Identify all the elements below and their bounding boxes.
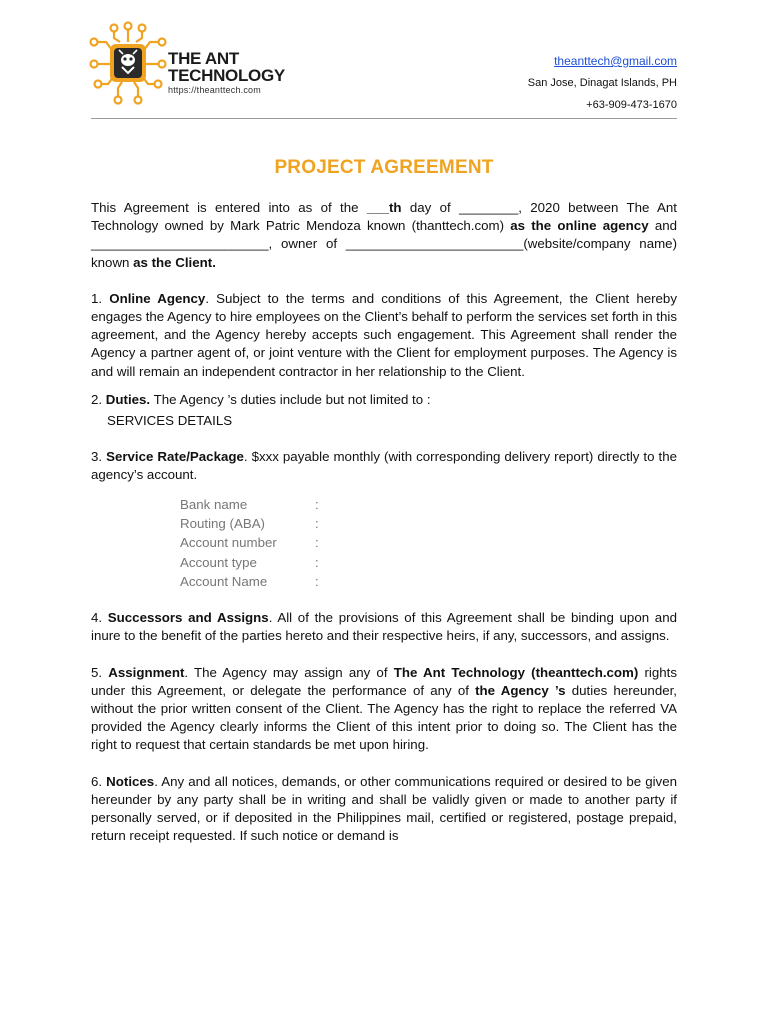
separator: : xyxy=(315,496,319,512)
agency-role: as the online agency xyxy=(510,218,649,234)
company-name-line1: THE ANT xyxy=(168,49,239,68)
company-url: https://theanttech.com xyxy=(168,85,261,95)
section-heading: Duties. xyxy=(105,391,151,407)
intro-text: day of ________, 2020 between The Ant Technology owned by Mark Patric Mendoza known (thanttech.com) xyxy=(91,200,677,234)
contact-block xyxy=(528,50,677,116)
bank-row xyxy=(180,514,677,533)
circuit-ant-icon xyxy=(88,20,168,106)
section-number: 4. xyxy=(91,610,108,626)
section-text: . $xxx payable monthly (with corresponding delivery report) directly to the agency’s account. xyxy=(91,449,677,483)
section-text: . The Agency may assign any of xyxy=(184,664,394,680)
bank-row xyxy=(180,533,677,552)
bank-row xyxy=(180,553,677,572)
section-text: . Subject to the terms and conditions of this Agreement, the Client hereby engages the Agency to hire employees on the Client’s behalf to perform the services set forth in this agreement, and the Agency hereby accepts such engagement. This Agreement shall render the Agency a partner agent of, or joint venture with the Client for employment purposes. The Agency is and will remain an independent contractor in her relationship to the Client. xyxy=(91,290,677,379)
intro-text: and ________________________, owner of ________________________(website/company name) known xyxy=(91,218,678,270)
document-title: PROJECT AGREEMENT xyxy=(274,157,494,178)
bank-row xyxy=(180,495,677,514)
services-details: SERVICES DETAILS xyxy=(107,413,233,429)
bank-field-label: Account Name xyxy=(180,573,268,589)
bank-field-label: Account type xyxy=(180,554,257,570)
day-blank: ___th xyxy=(366,200,402,215)
agency-reference: the Agency ’s xyxy=(475,682,566,698)
address-text: San Jose, Dinagat Islands, PH xyxy=(527,77,677,89)
bank-details xyxy=(180,495,677,591)
separator: : xyxy=(315,535,319,551)
section-text: . Any and all notices, demands, or other communications required or desired to be given hereunder by any party shall be in writing and shall be validly given or made to another party if personally served, or if deposited in the Philippines mail, certified or registered, postage prepaid, return receipt requested. If such notice or demand is xyxy=(91,773,677,844)
section-service-rate xyxy=(91,448,677,484)
intro-paragraph xyxy=(91,199,677,272)
company-name-line2: TECHNOLOGY xyxy=(168,66,285,85)
section-number: 5. xyxy=(91,664,109,680)
section-assignment xyxy=(91,664,677,755)
bank-field-label: Account number xyxy=(180,535,277,551)
document-body xyxy=(91,199,677,845)
header-divider xyxy=(91,118,677,119)
section-number: 2. xyxy=(91,391,106,407)
section-text: rights under this Agreement, or delegate the performance of any of xyxy=(91,664,677,698)
company-reference: The Ant Technology (theanttech.com) xyxy=(393,664,639,680)
section-successors xyxy=(91,609,677,645)
section-heading: Notices xyxy=(106,773,155,789)
section-number: 3. xyxy=(91,449,107,465)
bank-row xyxy=(180,572,677,591)
section-number: 6. xyxy=(91,773,107,789)
company-logo xyxy=(88,20,318,110)
section-text: duties hereunder, without the prior written consent of the Client. The Agency has the right to replace the referred VA provided the Agency clearly informs the Client of this intent prior to doing so. The Client has the right to request that certain standards be met upon hiring. xyxy=(91,682,678,753)
section-heading: Successors and Assigns xyxy=(107,610,269,626)
bank-field-label: Bank name xyxy=(180,496,248,512)
section-text: . All of the provisions of this Agreement shall be binding upon and inure to the benefit of the parties hereto and their respective heirs, if any, successors, and assigns. xyxy=(91,610,677,644)
section-duties xyxy=(91,391,677,409)
intro-text: This Agreement is entered into as of the xyxy=(91,200,367,215)
section-heading: Service Rate/Package xyxy=(106,449,244,465)
bank-field-label: Routing (ABA) xyxy=(180,515,265,531)
email-link[interactable]: theanttech@gmail.com xyxy=(554,54,677,68)
client-role: as the Client. xyxy=(133,254,216,270)
section-online-agency xyxy=(91,290,677,381)
section-heading: Online Agency xyxy=(109,290,206,306)
separator: : xyxy=(315,515,319,531)
section-heading: Assignment xyxy=(108,664,185,680)
section-text: The Agency ’s duties include but not limited to : xyxy=(150,391,431,407)
section-notices xyxy=(91,773,677,846)
separator: : xyxy=(315,554,319,570)
section-number: 1. xyxy=(91,290,110,306)
phone-text: +63-909-473-1670 xyxy=(586,99,677,111)
separator: : xyxy=(315,573,319,589)
